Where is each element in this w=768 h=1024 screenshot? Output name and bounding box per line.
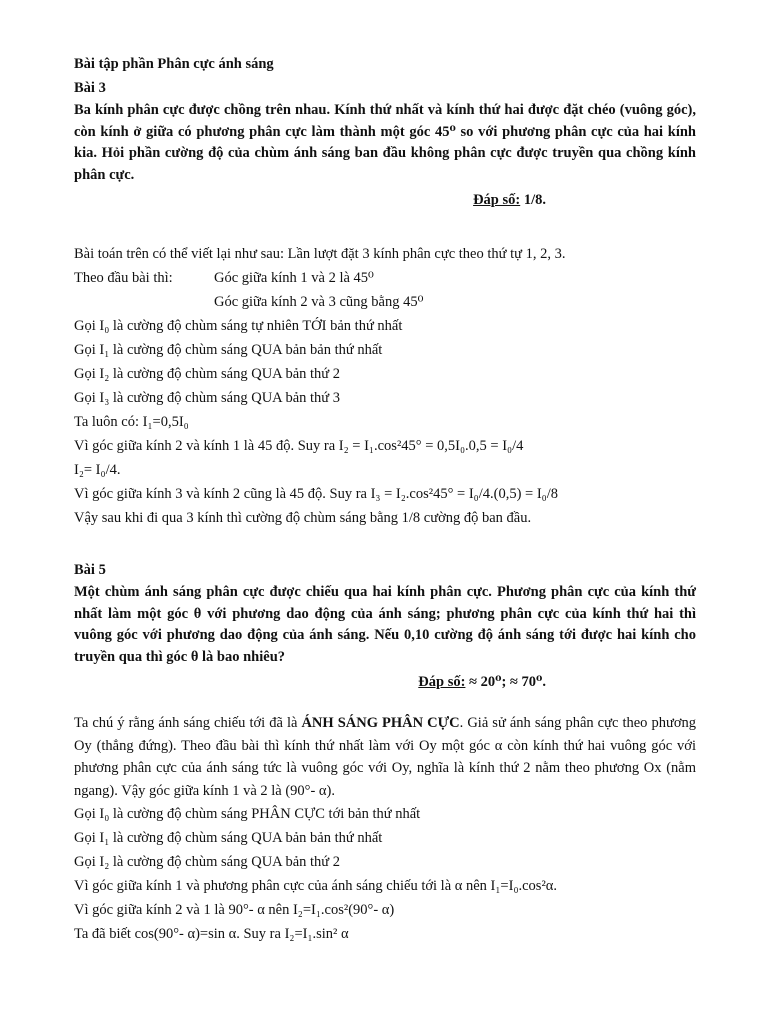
bai3-problem: Ba kính phân cực được chồng trên nhau. Kính thứ nhất và kính thứ hai được đặt chéo (vuông góc), còn kính ở giữa có phương phân cực làm thành một góc 45⁰ so với phương phân cực của hai kính kia. Hỏi phần cường độ của chùm ánh sáng ban đầu không phân cực được truyền qua chồng kính phân cực. [74, 102, 696, 183]
bai3-sol-given-1: Góc giữa kính 1 và 2 là 45⁰ [214, 270, 374, 286]
bai3-answer [74, 186, 696, 214]
bai3-sol-line-6: Gọi I₂ là cường độ chùm sáng QUA bản thứ 2 [74, 366, 341, 382]
spacer [74, 214, 696, 242]
bai3-sol-line-4: Gọi I₀ là cường độ chùm sáng tự nhiên TỚI bản thứ nhất [74, 318, 403, 334]
bai5-answer [74, 668, 696, 696]
bai3-heading: Bài 3 [74, 80, 106, 96]
bai5-heading: Bài 5 [74, 562, 106, 578]
bai3-sol-line-12: Vậy sau khi đi qua 3 kính thì cường độ chùm sáng bằng 1/8 cường độ ban đầu. [74, 510, 532, 526]
bai5-sol-paragraph [74, 712, 696, 802]
bai5-sol-line-3: Gọi I₂ là cường độ chùm sáng QUA bản thứ 2 [74, 854, 341, 870]
spacer [74, 696, 696, 712]
bai5-answer-label: Đáp số: [418, 674, 466, 690]
bai3-sol-line-2 [74, 266, 696, 290]
bai3-sol-line-3 [74, 290, 696, 314]
bai3-sol-line-1: Bài toán trên có thể viết lại như sau: Lần lượt đặt 3 kính phân cực theo thứ tự 1, 2, 3. [74, 246, 566, 262]
bai5-answer-value: ≈ 20⁰; ≈ 70⁰. [469, 674, 546, 690]
bai3-answer-label: Đáp số: [473, 192, 521, 208]
bai5-sol-p1-pre: Ta chú ý rằng ánh sáng chiếu tới đã là [74, 715, 302, 731]
bai5-sol-line-4: Vì góc giữa kính 1 và phương phân cực của ánh sáng chiếu tới là α nên I₁=I₀.cos²α. [74, 878, 558, 894]
bai5-sol-p1-bold: ÁNH SÁNG PHÂN CỰC [301, 715, 460, 731]
bai5-sol-line-2: Gọi I₁ là cường độ chùm sáng QUA bản bản thứ nhất [74, 830, 383, 846]
bai3-sol-given-2: Góc giữa kính 2 và 3 cũng bằng 45⁰ [214, 294, 424, 310]
document-page [74, 52, 696, 946]
document-title: Bài tập phần Phân cực ánh sáng [74, 56, 274, 72]
bai3-sol-line-9: Vì góc giữa kính 2 và kính 1 là 45 độ. Suy ra I₂ = I₁.cos²45° = 0,5I₀.0,5 = I₀/4 [74, 438, 524, 454]
spacer [74, 530, 696, 558]
bai3-sol-line-11: Vì góc giữa kính 3 và kính 2 cũng là 45 độ. Suy ra I₃ = I₂.cos²45° = I₀/4.(0,5) = I₀/8 [74, 486, 558, 502]
bai5-sol-line-6: Ta đã biết cos(90°- α)=sin α. Suy ra I₂=I₁.sin² α [74, 926, 349, 942]
bai3-sol-line-7: Gọi I₃ là cường độ chùm sáng QUA bản thứ 3 [74, 390, 341, 406]
bai5-problem: Một chùm ánh sáng phân cực được chiếu qua hai kính phân cực. Phương phân cực của kính thứ nhất làm một góc θ với phương dao động của ánh sáng; phương phân cực của kính thứ hai thì vuông góc với phương dao động của ánh sáng. Nếu 0,10 cường độ ánh sáng tới được hai kính cho truyền qua thì góc θ là bao nhiêu? [74, 584, 696, 665]
bai3-sol-line-5: Gọi I₁ là cường độ chùm sáng QUA bản bản thứ nhất [74, 342, 383, 358]
bai3-sol-line-8: Ta luôn có: I₁=0,5I₀ [74, 414, 189, 430]
bai5-sol-line-1: Gọi I₀ là cường độ chùm sáng PHÂN CỰC tới bản thứ nhất [74, 806, 421, 822]
bai3-sol-given-label: Theo đầu bài thì: [74, 270, 173, 286]
bai5-sol-line-5: Vì góc giữa kính 2 và 1 là 90°- α nên I₂=I₁.cos²(90°- α) [74, 902, 395, 918]
bai5-sol-p1-post: . Giả sử ánh sáng phân cực theo phương Oy (thẳng đứng). Theo đầu bài thì kính thứ nhất làm với Oy một góc α còn kính thứ hai vuông góc với phương phân cực của ánh sáng tức là vuông góc với Oy, nghĩa là kính thứ 2 nằm theo phương Ox (nằm ngang). Vậy góc giữa kính 1 và 2 là (90°- α). [74, 715, 696, 799]
bai3-answer-value: 1/8. [523, 192, 546, 208]
bai3-sol-line-10: I₂= I₀/4. [74, 462, 121, 478]
